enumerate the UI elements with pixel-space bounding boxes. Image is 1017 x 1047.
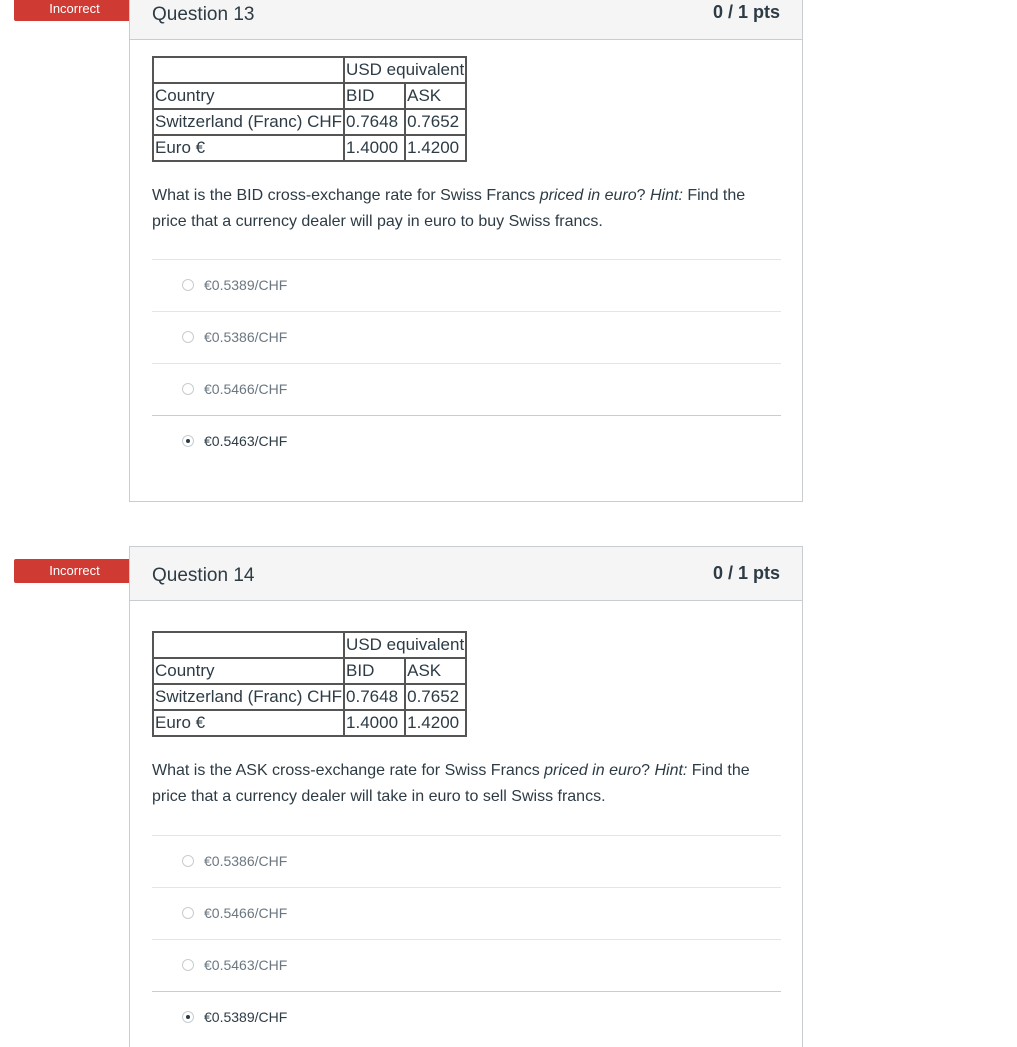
status-badge: Incorrect — [14, 559, 135, 583]
radio-button[interactable] — [182, 959, 194, 971]
table-row — [153, 135, 466, 161]
answer-label: €0.5386/CHF — [204, 853, 288, 869]
radio-button[interactable] — [182, 855, 194, 867]
table-cell-bid: 0.7648 — [344, 684, 405, 710]
exchange-rate-table — [152, 631, 467, 737]
table-col-ask: ASK — [405, 83, 466, 109]
answer-label: €0.5466/CHF — [204, 381, 288, 397]
question-header — [130, 0, 802, 40]
table-cell-ask: 1.4200 — [405, 135, 466, 161]
table-col-country: Country — [153, 658, 344, 684]
question-prompt: What is the ASK cross-exchange rate for Swiss Francs priced in euro? Hint: Find the price that a currency dealer will take in euro to sell Swiss francs. — [152, 762, 750, 805]
question-card — [129, 546, 803, 1047]
answer-label: €0.5466/CHF — [204, 905, 288, 921]
question-card — [129, 0, 803, 502]
table-col-bid: BID — [344, 83, 405, 109]
answer-option[interactable] — [152, 887, 781, 939]
table-row — [153, 710, 466, 736]
radio-button[interactable] — [182, 279, 194, 291]
question-prompt: What is the BID cross-exchange rate for Swiss Francs priced in euro? Hint: Find the price that a currency dealer will pay in euro to buy Swiss francs. — [152, 187, 746, 230]
table-cell-ask: 0.7652 — [405, 684, 466, 710]
table-cell-bid: 1.4000 — [344, 135, 405, 161]
answer-label: €0.5463/CHF — [204, 957, 288, 973]
table-cell-country: Switzerland (Franc) CHF — [153, 684, 344, 710]
answer-label: €0.5389/CHF — [204, 1009, 288, 1025]
table-cell-country: Switzerland (Franc) CHF — [153, 109, 344, 135]
table-header-usd: USD equivalent — [344, 632, 466, 658]
table-col-ask: ASK — [405, 658, 466, 684]
answer-label: €0.5463/CHF — [204, 433, 288, 449]
table-col-bid: BID — [344, 658, 405, 684]
radio-button-selected[interactable] — [182, 1011, 194, 1023]
table-header-usd: USD equivalent — [344, 57, 466, 83]
answer-option-selected[interactable] — [152, 991, 781, 1043]
answer-label: €0.5389/CHF — [204, 277, 288, 293]
radio-button-selected[interactable] — [182, 435, 194, 447]
exchange-rate-table — [152, 56, 467, 162]
question-points: 0 / 1 pts — [712, 2, 780, 22]
answer-label: €0.5386/CHF — [204, 329, 288, 345]
table-cell-ask: 1.4200 — [405, 710, 466, 736]
answer-list — [152, 259, 781, 467]
answer-option[interactable] — [152, 939, 781, 991]
table-cell-bid: 0.7648 — [344, 109, 405, 135]
table-row — [153, 684, 466, 710]
table-cell-country: Euro € — [153, 135, 344, 161]
radio-button[interactable] — [182, 907, 194, 919]
answer-option-selected[interactable] — [152, 415, 781, 467]
table-cell-ask: 0.7652 — [405, 109, 466, 135]
radio-button[interactable] — [182, 331, 194, 343]
table-col-country: Country — [153, 83, 344, 109]
question-title: Question 14 — [152, 565, 255, 586]
table-row — [153, 109, 466, 135]
answer-option[interactable] — [152, 835, 781, 887]
table-cell-country: Euro € — [153, 710, 344, 736]
status-badge: Incorrect — [14, 0, 135, 21]
table-cell-bid: 1.4000 — [344, 710, 405, 736]
answer-option[interactable] — [152, 363, 781, 415]
question-title: Question 13 — [152, 4, 255, 25]
answer-list — [152, 835, 781, 1043]
answer-option[interactable] — [152, 311, 781, 363]
answer-option[interactable] — [152, 259, 781, 311]
question-header — [130, 547, 802, 601]
radio-button[interactable] — [182, 383, 194, 395]
question-points: 0 / 1 pts — [712, 563, 780, 583]
